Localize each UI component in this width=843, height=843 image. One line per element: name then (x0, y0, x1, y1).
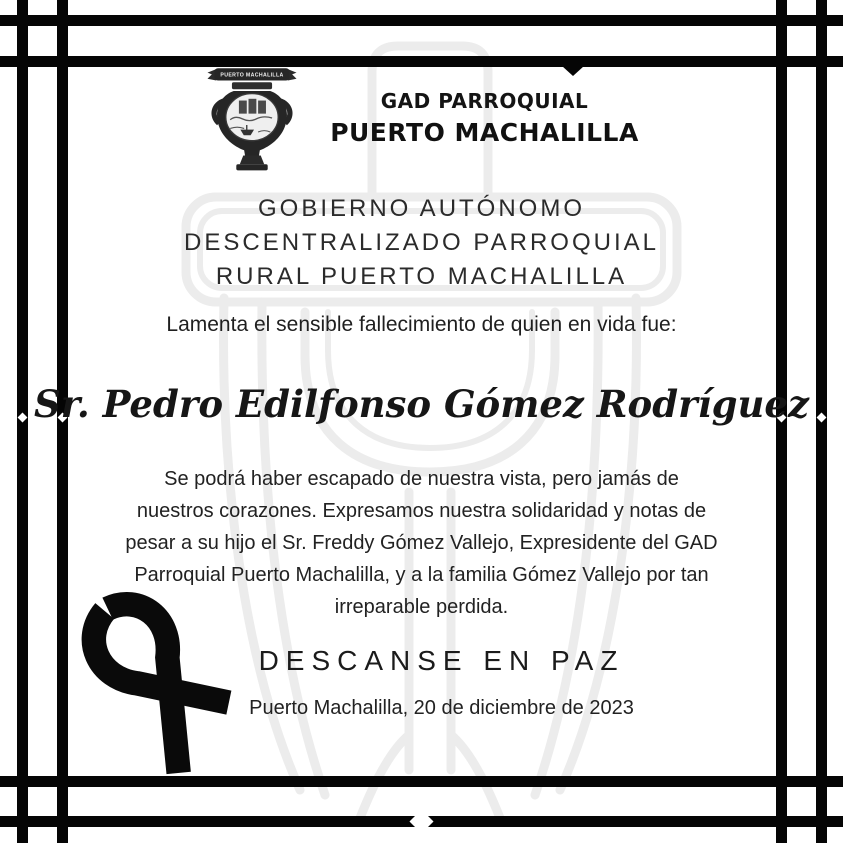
org-names (330, 89, 639, 147)
org-name-line1: GAD PARROQUIAL (380, 89, 589, 113)
text-line: DESCENTRALIZADO PARROQUIAL (184, 229, 659, 256)
crest-banner-label: PUERTO MACHALILLA (220, 72, 284, 79)
text-line: Parroquial Puerto Machalilla, y a la familia Gómez Vallejo por tan (134, 564, 709, 586)
text-line: Se podrá haber escapado de nuestra vista, pero jamás de (164, 468, 679, 490)
org-name-line2: PUERTO MACHALILLA (330, 118, 639, 147)
crest-figure-right (258, 101, 266, 114)
text-line: RURAL PUERTO MACHALILLA (215, 263, 628, 290)
government-title (0, 192, 843, 294)
crest-pedestal-base (236, 164, 267, 170)
text-line: pesar a su hijo el Sr. Freddy Gómez Vallejo, Expresidente del GAD (125, 532, 718, 554)
farewell-text: DESCANSE EN PAZ (258, 645, 625, 676)
header (0, 62, 843, 174)
crest-figure-center (249, 99, 257, 114)
text-line: GOBIERNO AUTÓNOMO (257, 195, 586, 222)
crest-figure-left (239, 101, 247, 114)
text-line: irreparable perdida. (334, 596, 509, 618)
coat-of-arms-icon (204, 62, 300, 174)
frame-top-outer-line (0, 15, 843, 26)
dateline-text: Puerto Machalilla, 20 de diciembre de 2023 (249, 697, 634, 719)
deceased-name: Sr. Pedro Edilfonso Gómez Rodríguez (34, 382, 809, 426)
intro-text: Lamenta el sensible fallecimiento de quien en vida fue: (166, 313, 677, 336)
crest-sub-banner (232, 82, 272, 89)
text-line: nuestros corazones. Expresamos nuestra solidaridad y notas de (136, 500, 707, 522)
frame-bottom-inner-line (0, 776, 843, 787)
crest-pedestal (240, 156, 264, 165)
